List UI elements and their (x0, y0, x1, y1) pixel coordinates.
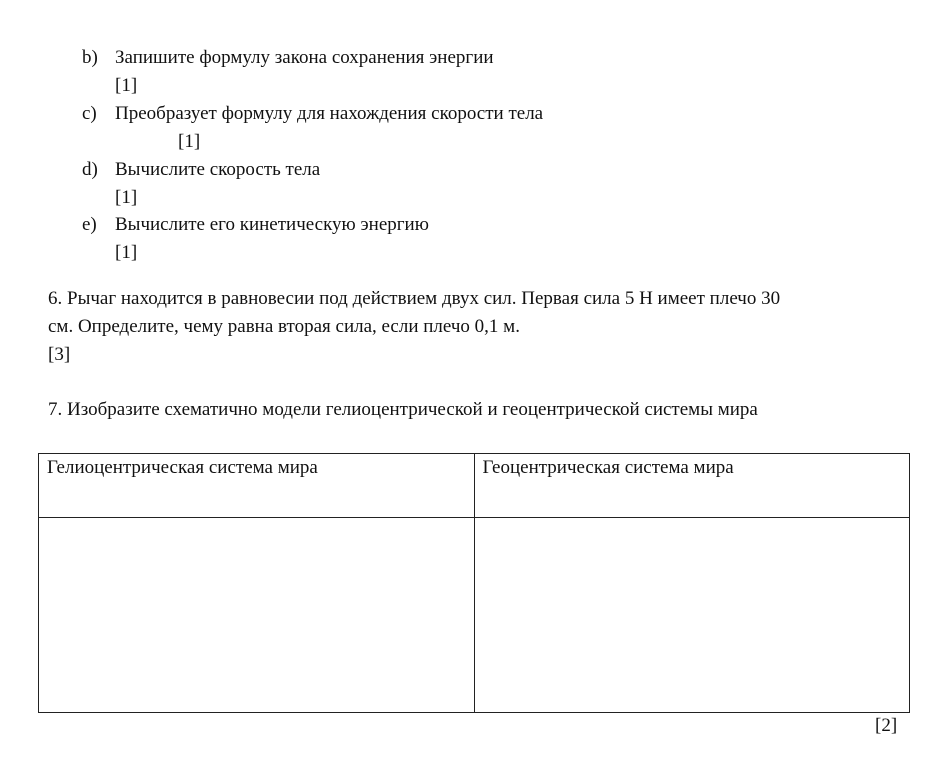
answer-table-header-row (39, 454, 910, 518)
question-6-line-2: см. Определите, чему равна вторая сила, если плечо 0,1 м. (48, 316, 520, 337)
answer-table (38, 453, 910, 713)
heliocentric-header: Гелиоцентрическая система мира (47, 457, 318, 478)
subquestion-e-mark: [1] (115, 242, 138, 263)
question-7-mark: [2] (875, 715, 898, 736)
answer-table-drawing-row (39, 518, 910, 713)
subquestion-d-mark: [1] (115, 187, 138, 208)
heliocentric-drawing-area[interactable] (39, 518, 475, 713)
heliocentric-header-cell (39, 454, 475, 518)
subquestion-e-letter: e) (82, 214, 97, 235)
subquestion-b-text: Запишите формулу закона сохранения энергии (115, 47, 494, 68)
geocentric-header-cell (474, 454, 910, 518)
question-6-mark: [3] (48, 344, 71, 365)
geocentric-drawing-area[interactable] (474, 518, 910, 713)
subquestion-c-mark: [1] (178, 131, 201, 152)
subquestion-b-mark: [1] (115, 75, 138, 96)
geocentric-header: Геоцентрическая система мира (482, 457, 734, 478)
subquestion-b-letter: b) (82, 47, 98, 68)
subquestion-d-text: Вычислите скорость тела (115, 159, 321, 180)
subquestion-e-text: Вычислите его кинетическую энергию (115, 214, 429, 235)
subquestion-c-letter: c) (82, 103, 97, 124)
subquestion-c-text: Преобразует формулу для нахождения скорости тела (115, 103, 544, 124)
question-7-text: 7. Изобразите схематично модели гелиоцентрической и геоцентрической системы мира (48, 399, 758, 420)
question-6-line-1: 6. Рычаг находится в равновесии под действием двух сил. Первая сила 5 Н имеет плечо 30 (48, 288, 781, 309)
subquestion-d-letter: d) (82, 159, 98, 180)
